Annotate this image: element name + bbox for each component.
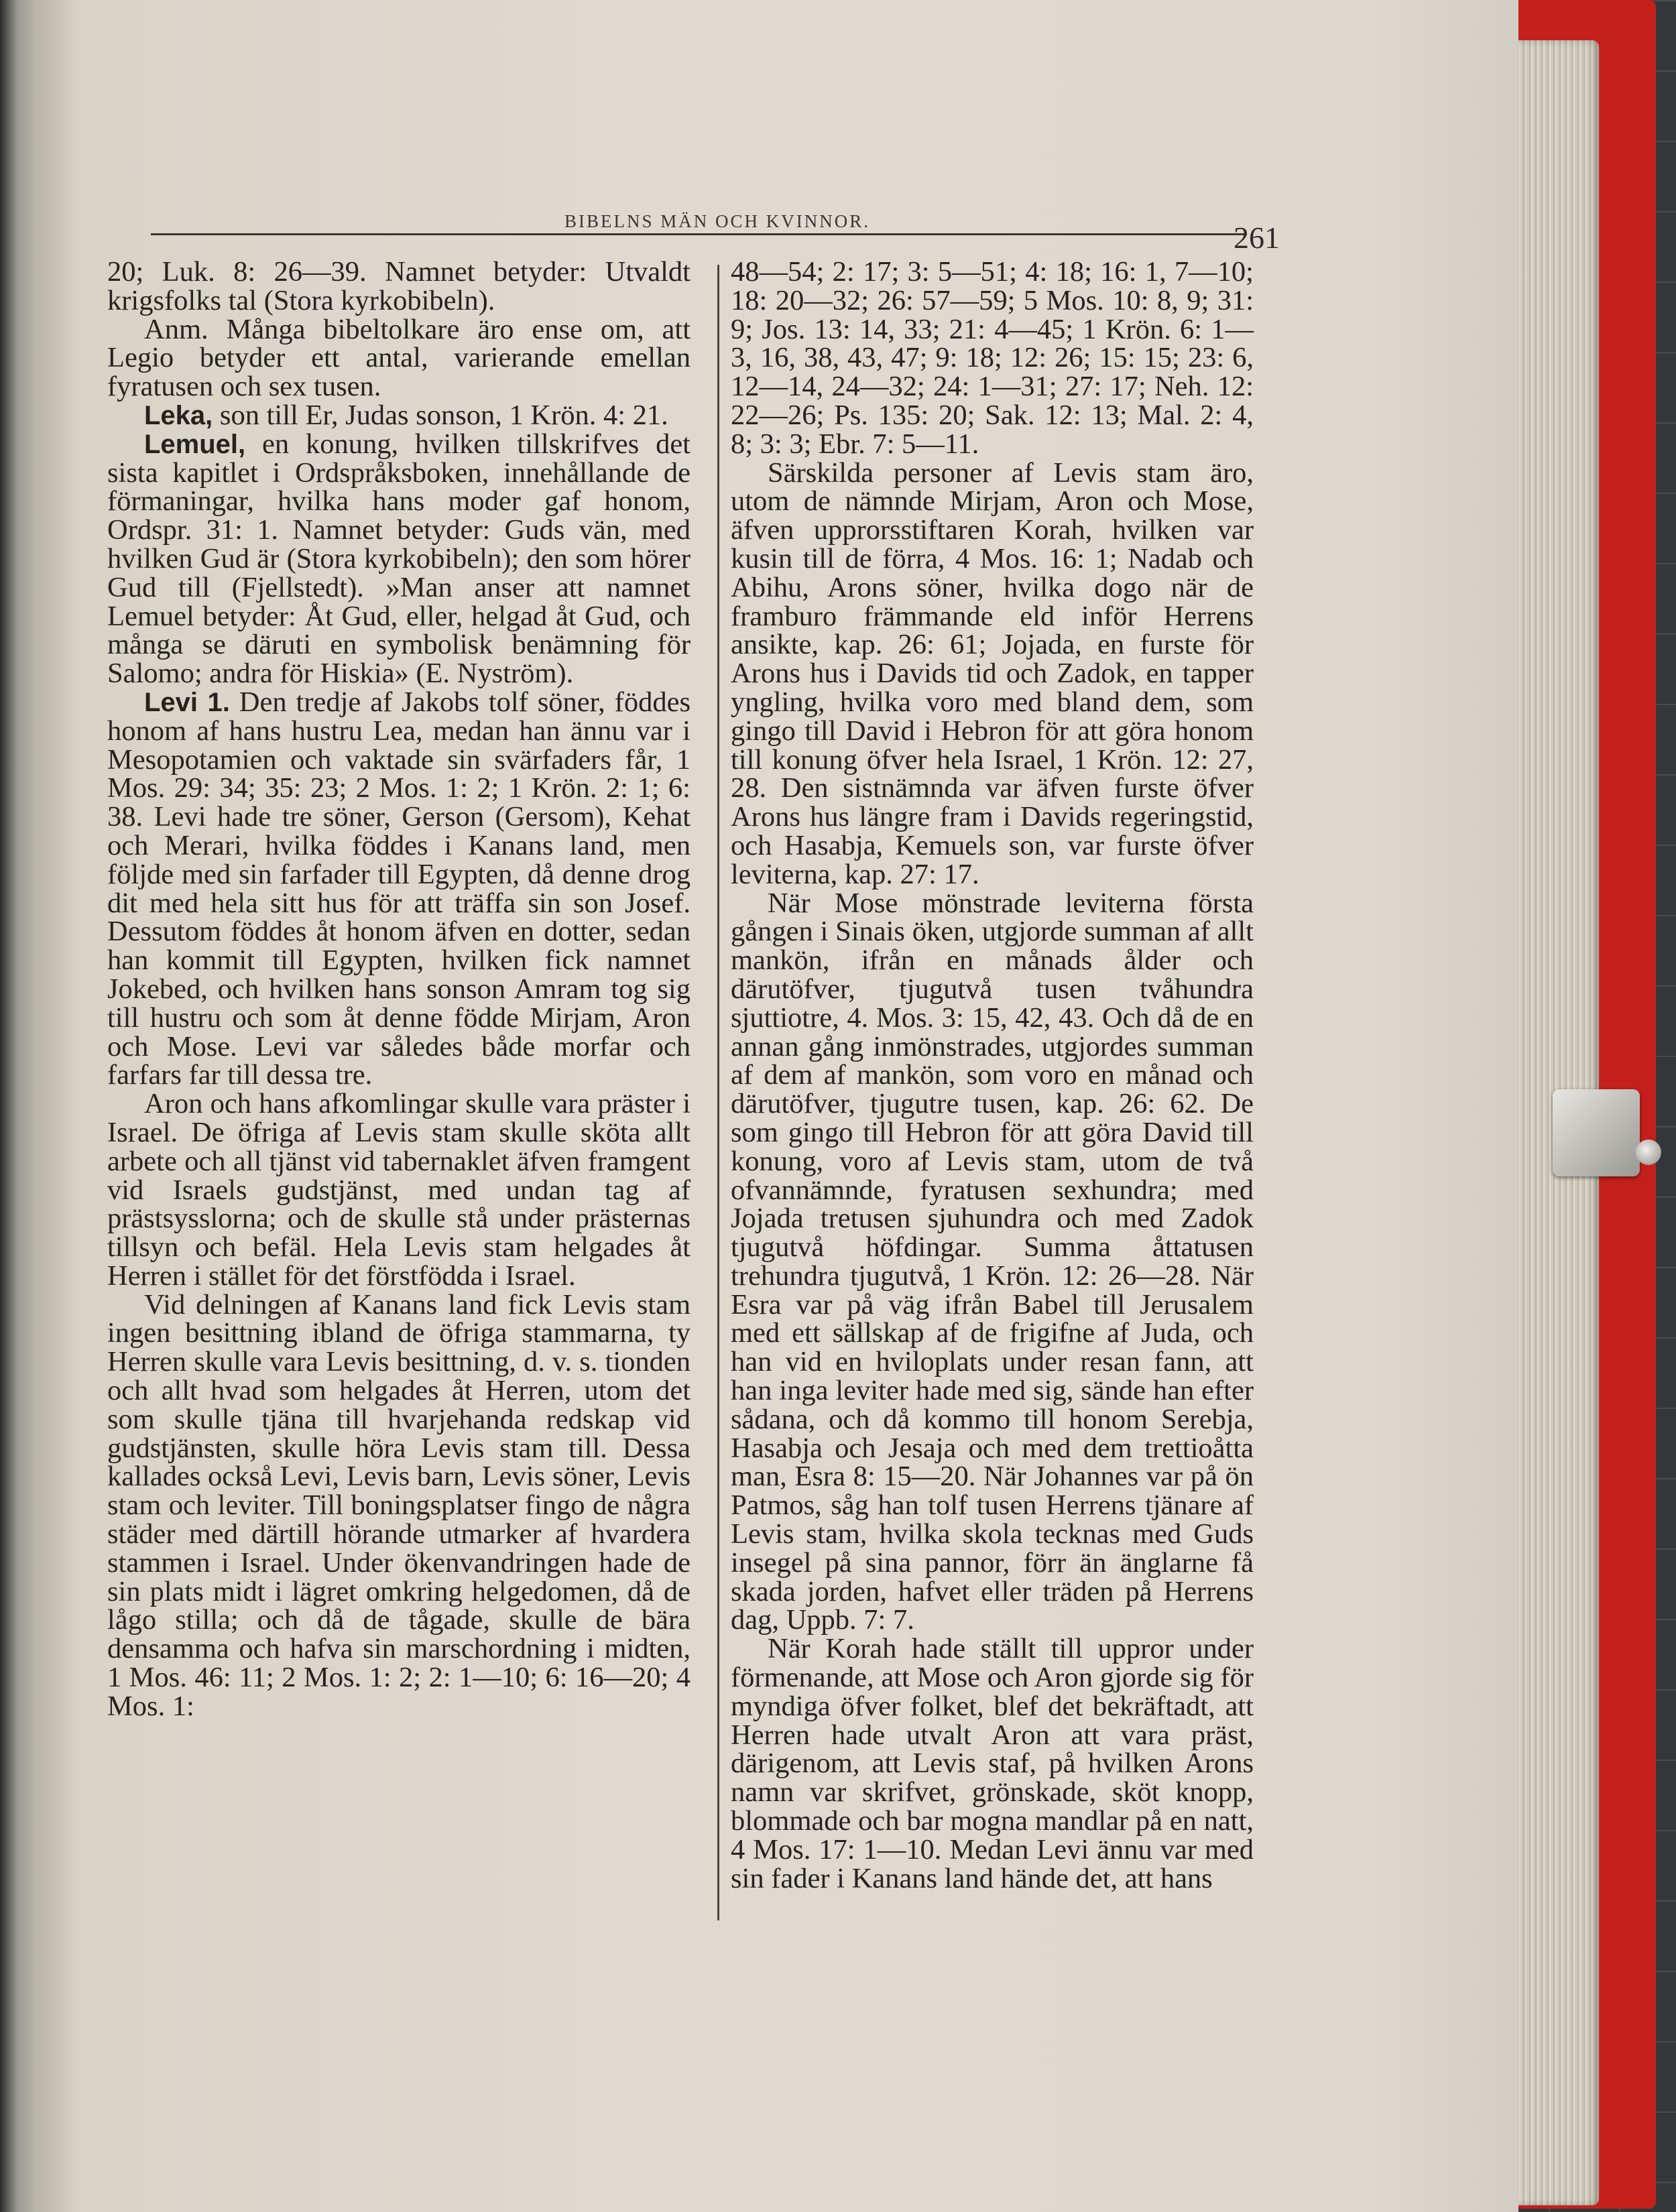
page-clip xyxy=(1553,1089,1640,1176)
headword-lemuel: Lemuel, xyxy=(144,429,246,459)
right-column xyxy=(731,258,1254,1893)
paragraph: 48—54; 2: 17; 3: 5—51; 4: 18; 16: 1, 7—10; 18: 20—32; 26: 57—59; 5 Mos. 10: 8, 9; 31: 9; Jos. 13: 14, 33; 21: 4—45; 1 Krön. 6: 1—3, 16, 38, 43, 47; 9: 18; 12: 26; 15: 15; 23: 6, 12—14, 24—32; 24: 1—31; 27: 17; Neh. 12: 22—26; Ps. 135: 20; Sak. 12: 13; Mal. 2: 4, 8; 3: 3; Ebr. 7: 5—11. xyxy=(731,256,1254,460)
header-rule xyxy=(151,233,1247,235)
paragraph-anm: Anm. Många bibeltolkare äro ense om, att Legio betyder ett antal, varierande emellan fyratusen och sex tusen. xyxy=(107,313,691,403)
entry-lemuel xyxy=(107,430,691,688)
paragraph: 20; Luk. 8: 26—39. Namnet betyder: Utvaldt krigsfolks tal (Stora kyrkobibeln). xyxy=(107,256,691,316)
paragraph: Särskilda personer af Levis stam äro, utom de nämnde Mirjam, Aron och Mose, äfven upprorsstiftaren Korah, hvilken var kusin till de förra, 4 Mos. 16: 1; Nadab och Abihu, Arons söner, hvilka dogo när de framburo främmande eld inför Herrens ansikte, kap. 26: 61; Jojada, en furste för Arons hus i Davids tid och Zadok, en tapper yngling, hvilka voro med bland dem, som gingo till David i Hebron för att göra honom till konung öfver hela Israel, 1 Krön. 12: 27, 28. Den sistnämnda var äfven furste öfver Arons hus längre fram i Davids regeringstid, och Hasabja, Kemuels son, var furste öfver leviterna, kap. 27: 17. xyxy=(731,456,1254,890)
clip-screw-icon xyxy=(1636,1140,1661,1165)
entry-levi xyxy=(107,688,691,1090)
paragraph: När Korah hade ställt till uppror under förmenande, att Mose och Aron gjorde sig för myndiga öfver folket, blef det bekräftadt, att Herren hade utvalt Aron att vara präst, därigenom, att Levis staf, på hvilken Arons namn var skrifvet, grönskade, sköt knopp, blommade och bar mogna mandlar på en natt, 4 Mos. 17: 1—10. Medan Levi ännu var med sin fader i Kanans land hände det, att hans xyxy=(731,1633,1254,1894)
left-column xyxy=(107,258,691,1721)
page-number: 261 xyxy=(1234,221,1280,255)
previous-page-edge xyxy=(0,0,39,2212)
headword-leka: Leka, xyxy=(144,400,213,430)
column-rule xyxy=(717,265,719,1920)
running-head: BIBELNS MÄN OCH KVINNOR. xyxy=(564,211,870,231)
paragraph: Aron och hans afkomlingar skulle vara präster i Israel. De öfriga af Levis stam skulle sköta allt arbete och all tjänst vid tabernaklet äfven framgent vid Israels gudstjänst, med undan tag af prästsysslorna; och de skulle stå under prästernas tillsyn och befäl. Hela Levis stam helgades åt Herren i stället för det förstfödda i Israel. xyxy=(107,1088,691,1292)
entry-text: en konung, hvilken tillskrifves det sista kapitlet i Ordspråksboken, innehållande de förmaningar, hvilka hans moder gaf honom, Ordspr. 31: 1. Namnet betyder: Guds vän, med hvilken Gud är (Stora kyrkobibeln); den som hörer Gud till (Fjellstedt). »Man anser att namnet Lemuel betyder: Åt Gud, eller, helgad åt Gud, och många se däruti en symbolisk benämning för Salomo; andra för Hiskia» (E. Nyström). xyxy=(107,428,691,690)
entry-text: Den tredje af Jakobs tolf söner, föddes honom af hans hustru Lea, medan han ännu var i Mesopotamien och vaktade sin svärfaders får, 1 Mos. 29: 34; 35: 23; 2 Mos. 1: 2; 1 Krön. 2: 1; 6: 38. Levi hade tre söner, Gerson (Gersom), Kehat och Merari, hvilka föddes i Kanans land, men följde med sin farfader till Egypten, då denne drog dit med hela sitt hus för att träffa sin son Josef. Dessutom föddes åt honom äfven en dotter, sedan han kommit till Egypten, hvilken fick namnet Jokebed, och hvilken hans sonson Amram tog sig till hustru och som åt denne födde Mirjam, Aron och Mose. Levi var således både morfar och farfars far till dessa tre. xyxy=(107,686,691,1091)
paragraph: När Mose mönstrade leviterna första gången i Sinais öken, utgjorde summan af allt mankön, ifrån en månads ålder och därutöfver, tjugutvå tusen tvåhundra sjuttiotre, 4. Mos. 3: 15, 42, 43. Och då de en annan gång inmönstrades, utgjordes summan af dem af mankön, som voro en månad och därutöfver, tjugutre tusen, kap. 26: 62. De som gingo till Hebron för att göra David till konung, voro af Levis stam, utom de två ofvannämnde, fyratusen sexhundra; med Jojada tretusen sjuhundra och med Zadok tjugutvå höfdingar. Summa åttatusen trehundra tjugutvå, 1 Krön. 12: 26—28. När Esra var på väg ifrån Babel till Jerusalem med ett sällskap af de frigifne af Juda, och han vid en hviloplats under resan fann, att han inga leviter hade med sig, sände han efter sådana, och då kommo till honom Serebja, Hasabja och Jesaja och med dem trettioåtta man, Esra 8: 15—20. När Johannes var på ön Patmos, såg han tolf tusen Herrens tjänare af Levis stam, hvilka skola tecknas med Guds insegel på sina pannor, förr än änglarne få skada jorden, hafvet eller träden på Herrens dag, Uppb. 7: 7. xyxy=(731,887,1254,1636)
paragraph: Vid delningen af Kanans land fick Levis stam ingen besittning ibland de öfriga stammarna, ty Herren skulle vara Levis besittning, d. v. s. tionden och allt hvad som helgades åt Herren, utom det som skulle tjäna till hvarjehanda redskap vid gudstjänsten, skulle höra Levis stam till. Dessa kallades också Levi, Levis barn, Levis söner, Levis stam och leviter. Till boningsplatser fingo de några städer med därtill hörande utmarker af hvardera stammen i Israel. Under ökenvandringen hade de sin plats midt i lägret omkring helgedomen, då de lågo stilla; och då de tågade, skulle de bära densamma och hafva sin marschordning i midten, 1 Mos. 46: 11; 2 Mos. 1: 2; 2: 1—10; 6: 16—20; 4 Mos. 1: xyxy=(107,1288,691,1722)
entry-leka xyxy=(107,399,691,431)
entry-text: son till Er, Judas sonson, 1 Krön. 4: 21. xyxy=(213,399,668,431)
headword-levi: Levi 1. xyxy=(144,687,230,717)
